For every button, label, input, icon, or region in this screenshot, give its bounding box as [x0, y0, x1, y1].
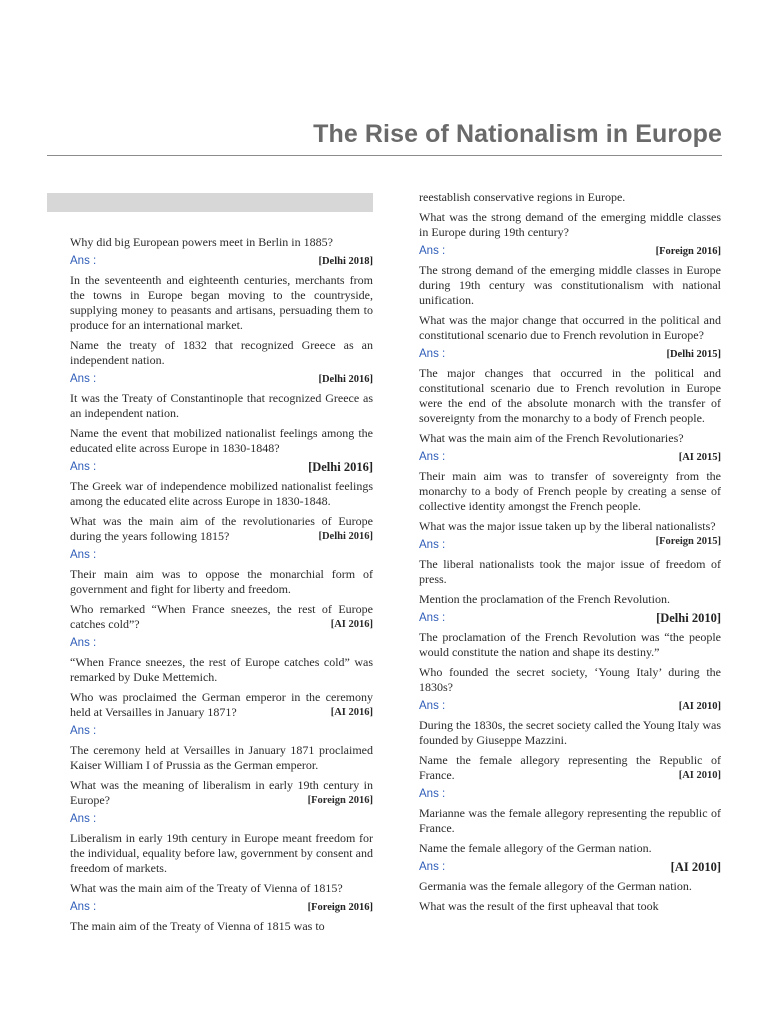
- exam-tag: [AI 2010]: [678, 701, 721, 712]
- answer-line: [419, 538, 721, 553]
- answer-text: The major changes that occurred in the political and constitutional scenario due to French revolution in Europe were the end of the absolute monarch with the transfer of sovereignty from the monarchy to a body of French people.: [419, 366, 721, 425]
- answer-text: It was the Treaty of Constantinople that recognized Greece as an independent nation.: [70, 391, 373, 420]
- exam-tag: [AI 2016]: [330, 619, 373, 630]
- answer-label: Ans :: [70, 901, 97, 913]
- answer-text: Their main aim was to transfer of sovereignty from the monarchy to a body of French people by creating a sense of collective identity amongst the French people.: [419, 469, 721, 513]
- question-label: What was the major change that occurred in the political and constitutional scenario due to French revolution in Europe?: [419, 313, 721, 342]
- right-column: [419, 190, 721, 918]
- question-text: [70, 514, 373, 544]
- answer-label: Ans :: [419, 788, 446, 800]
- question-text: [419, 841, 721, 856]
- exam-tag: [Delhi 2015]: [666, 349, 721, 360]
- question-text: [70, 690, 373, 720]
- answer-line: [70, 724, 373, 739]
- answer-line: [419, 244, 721, 259]
- question-text: [419, 592, 721, 607]
- answer-label: Ans :: [419, 245, 446, 257]
- answer-line: [419, 347, 721, 362]
- answer-label: Ans :: [70, 725, 97, 737]
- exam-tag: [AI 2010]: [670, 860, 721, 874]
- question-text: [70, 778, 373, 808]
- answer-line: [419, 611, 721, 626]
- question-label: What was the main aim of the revolutionaries of Europe during the years following 1815?: [70, 514, 373, 543]
- exam-tag: [AI 2016]: [330, 707, 373, 718]
- answer-text: In the seventeenth and eighteenth centuries, merchants from the towns in Europe began moving to the countryside, supplying money to peasants and artisans, persuading them to produce for an international market.: [70, 273, 373, 332]
- answer-text: “When France sneezes, the rest of Europe catches cold” was remarked by Duke Mettemich.: [70, 655, 373, 684]
- exam-tag: [Foreign 2015]: [655, 536, 721, 547]
- question-text: [70, 338, 373, 368]
- question-label: What was the main aim of the French Revolutionaries?: [419, 431, 684, 445]
- answer-label: Ans :: [419, 348, 446, 360]
- answer-label: Ans :: [70, 813, 97, 825]
- question-label: What was the main aim of the Treaty of Vienna of 1815?: [70, 881, 343, 895]
- answer-line: [419, 787, 721, 802]
- answer-label: Ans :: [70, 255, 97, 267]
- question-label: Name the treaty of 1832 that recognized Greece as an independent nation.: [70, 338, 373, 367]
- question-text: [70, 426, 373, 456]
- answer-text: The main aim of the Treaty of Vienna of 1815 was to: [70, 919, 325, 933]
- answer-text: reestablish conservative regions in Europe.: [419, 190, 626, 204]
- answer-line: [70, 548, 373, 563]
- answer-line: [70, 254, 373, 269]
- answer-text: Marianne was the female allegory representing the republic of France.: [419, 806, 721, 835]
- answer-label: Ans :: [419, 612, 446, 624]
- answer-label: Ans :: [70, 637, 97, 649]
- question-text: [70, 235, 373, 250]
- question-label: What was the meaning of liberalism in early 19th century in Europe?: [70, 778, 373, 807]
- answer-line: [419, 450, 721, 465]
- exam-tag: [Delhi 2010]: [656, 611, 721, 625]
- answer-text: The ceremony held at Versailles in January 1871 proclaimed Kaiser William I of Prussia as the German emperor.: [70, 743, 373, 772]
- question-label: Who founded the secret society, ‘Young Italy’ during the 1830s?: [419, 665, 721, 694]
- page-title: The Rise of Nationalism in Europe: [313, 120, 722, 148]
- question-label: Name the female allegory representing the Republic of France.: [419, 753, 721, 782]
- answer-text: The Greek war of independence mobilized nationalist feelings among the educated elite across Europe in 1830-1848.: [70, 479, 373, 508]
- question-text: [419, 210, 721, 240]
- answer-line: [70, 460, 373, 475]
- answer-label: Ans :: [70, 461, 97, 473]
- question-text: [70, 602, 373, 632]
- exam-tag: [Foreign 2016]: [655, 246, 721, 257]
- question-label: Mention the proclamation of the French Revolution.: [419, 592, 670, 606]
- title-divider: [47, 155, 722, 156]
- section-header-bar: [47, 193, 373, 212]
- exam-tag: [AI 2015]: [678, 452, 721, 463]
- answer-text: The proclamation of the French Revolution was “the people would constitute the nation and shape its destiny.”: [419, 630, 721, 659]
- exam-tag: [Foreign 2016]: [307, 795, 373, 806]
- answer-text: Their main aim was to oppose the monarchial form of government and fight for liberty and freedom.: [70, 567, 373, 596]
- question-label: What was the strong demand of the emerging middle classes in Europe during 19th century?: [419, 210, 721, 239]
- exam-tag: [Delhi 2016]: [318, 374, 373, 385]
- exam-tag: [Delhi 2016]: [318, 531, 373, 542]
- answer-line: [70, 636, 373, 651]
- left-column: [70, 235, 373, 939]
- answer-label: Ans :: [419, 861, 446, 873]
- answer-line: [70, 812, 373, 827]
- question-label: What was the major issue taken up by the liberal nationalists?: [419, 519, 716, 533]
- question-label: Name the event that mobilized nationalist feelings among the educated elite across Europe in 1830-1848?: [70, 426, 373, 455]
- exam-tag: [Delhi 2018]: [318, 256, 373, 267]
- exam-tag: [AI 2010]: [678, 770, 721, 781]
- question-text: [70, 881, 373, 896]
- answer-line: [419, 860, 721, 875]
- question-label: Who was proclaimed the German emperor in the ceremony held at Versailles in January 1871?: [70, 690, 373, 719]
- answer-line: [70, 900, 373, 915]
- exam-tag: [Delhi 2016]: [308, 460, 373, 474]
- question-label: Who remarked “When France sneezes, the rest of Europe catches cold”?: [70, 602, 373, 631]
- answer-text: The liberal nationalists took the major issue of freedom of press.: [419, 557, 721, 586]
- answer-label: Ans :: [419, 451, 446, 463]
- question-text: [419, 665, 721, 695]
- answer-label: Ans :: [419, 539, 446, 551]
- answer-label: Ans :: [70, 373, 97, 385]
- question-text: [419, 313, 721, 343]
- answer-line: [70, 372, 373, 387]
- question-label: Name the female allegory of the German nation.: [419, 841, 652, 855]
- question-text: [419, 753, 721, 783]
- answer-text: The strong demand of the emerging middle classes in Europe during 19th century was constitutionalism with national unification.: [419, 263, 721, 307]
- answer-label: Ans :: [70, 549, 97, 561]
- question-label: Why did big European powers meet in Berlin in 1885?: [70, 235, 333, 249]
- answer-text: Germania was the female allegory of the German nation.: [419, 879, 692, 893]
- question-text: What was the result of the first upheaval that took: [419, 899, 659, 913]
- question-text: [419, 431, 721, 446]
- answer-text: During the 1830s, the secret society called the Young Italy was founded by Giuseppe Mazzini.: [419, 718, 721, 747]
- answer-line: [419, 699, 721, 714]
- answer-text: Liberalism in early 19th century in Europe meant freedom for the individual, equality before law, government by consent and freedom of markets.: [70, 831, 373, 875]
- exam-tag: [Foreign 2016]: [307, 902, 373, 913]
- answer-label: Ans :: [419, 700, 446, 712]
